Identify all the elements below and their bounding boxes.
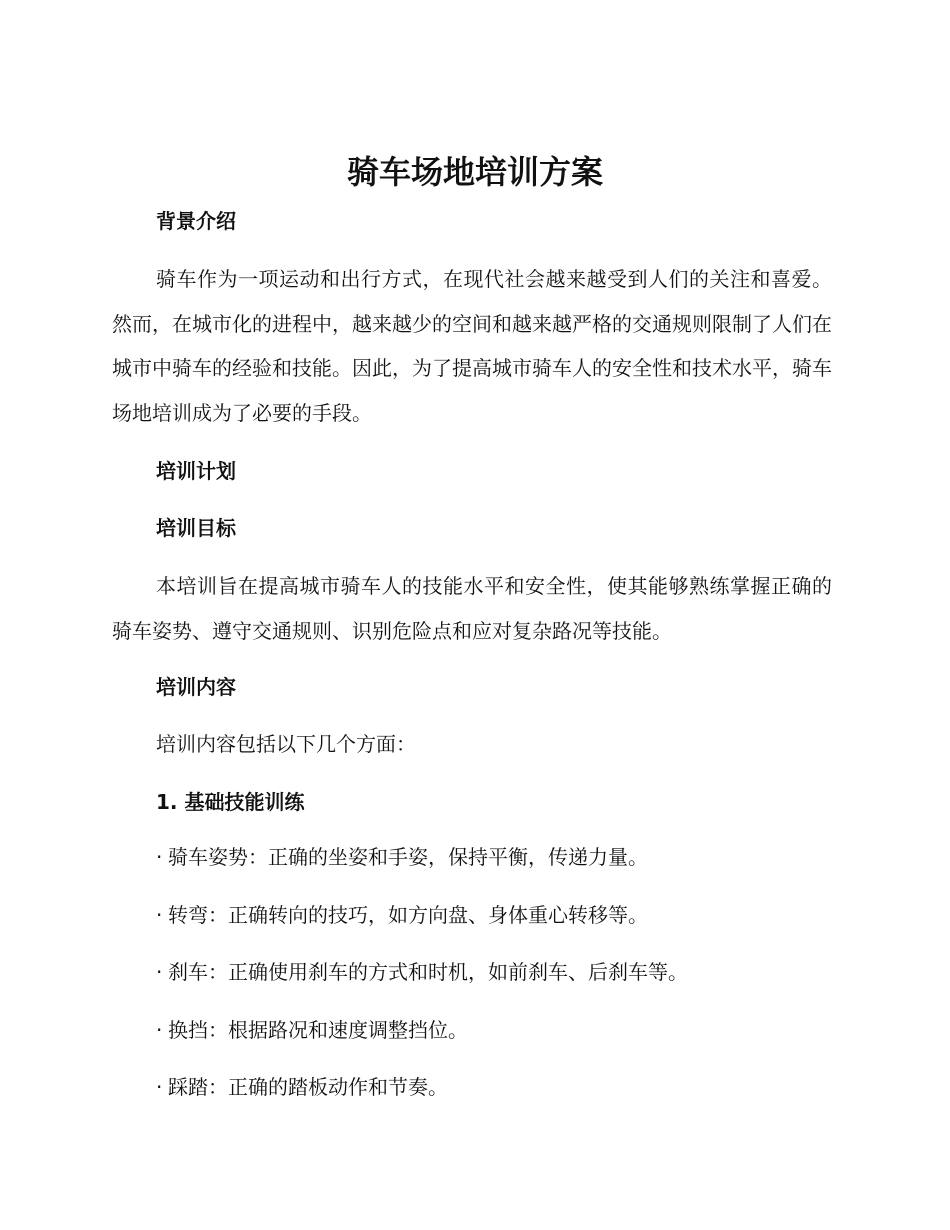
- bullet-dot: ·: [156, 1075, 163, 1099]
- paragraph-background: 骑车作为一项运动和出行方式，在现代社会越来越受到人们的关注和喜爱。然而，在城市化的进程中，越来越少的空间和越来越严格的交通规则限制了人们在城市中骑车的经验和技能。因此，为了提高城市骑车人的安全性和技术水平，骑车场地培训成为了必要的手段。: [112, 267, 832, 425]
- heading-training-plan: 培训计划: [156, 459, 236, 483]
- list-item: [156, 1073, 688, 1131]
- list-item-text: 转弯：正确转向的技巧，如方向盘、身体重心转移等。: [168, 902, 648, 927]
- heading-background: 背景介绍: [156, 209, 236, 233]
- list-item: [156, 958, 688, 1016]
- list-item: [156, 843, 688, 901]
- list-item: [156, 901, 688, 959]
- document-title: 骑车场地培训方案: [346, 153, 603, 191]
- list-item: [156, 1016, 688, 1074]
- bullet-dot: ·: [156, 902, 163, 927]
- heading-training-content: 培训内容: [156, 675, 236, 699]
- bullet-dot: ·: [156, 1017, 163, 1042]
- paragraph-training-goal: 本培训旨在提高城市骑车人的技能水平和安全性，使其能够熟练掌握正确的骑车姿势、遵守交通规则、识别危险点和应对复杂路况等技能。: [112, 574, 832, 643]
- list-item-text: 刹车：正确使用刹车的方式和时机，如前刹车、后刹车等。: [168, 960, 688, 984]
- basic-skills-list: [156, 843, 688, 1131]
- list-item-text: 换挡：根据路况和速度调整挡位。: [168, 1017, 468, 1042]
- bullet-dot: ·: [156, 960, 163, 984]
- bullet-dot: ·: [156, 845, 163, 869]
- subheading-basic-skills: 1. 基础技能训练: [156, 790, 305, 814]
- content-intro: 培训内容包括以下几个方面：: [156, 732, 416, 756]
- list-item-text: 骑车姿势：正确的坐姿和手姿，保持平衡，传递力量。: [168, 845, 648, 869]
- heading-training-goal: 培训目标: [156, 516, 236, 540]
- list-item-text: 踩踏：正确的踏板动作和节奏。: [168, 1075, 448, 1099]
